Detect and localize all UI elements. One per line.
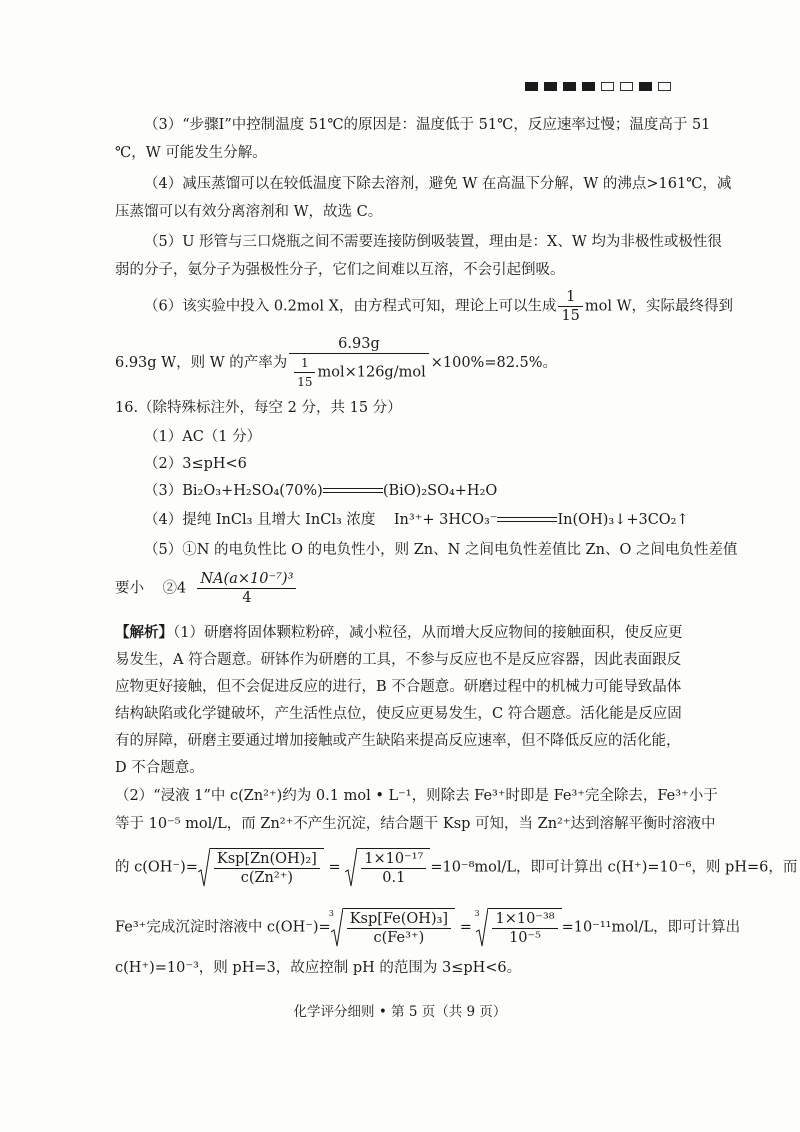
header-mark <box>525 82 538 91</box>
analysis-line2: 易发生，A 符合题意。研钵作为研磨的工具，不参与反应也不是反应容器，因此表面跟反 <box>115 652 682 668</box>
q16-answer-5-line2: 要小 ②4 $\frac{\text{NA(a×10⁻⁷)³}}{4}$ <box>115 570 298 607</box>
q15-p5-line2: 弱的分子，氨分子为强极性分子，它们之间难以互溶，不会引起倒吸。 <box>115 262 565 278</box>
yield-fraction: 6.93g $\frac{1}{15}$ mol×126g/mol <box>289 335 429 391</box>
equals-sign <box>497 516 557 524</box>
header-marks <box>525 82 671 91</box>
analysis-line11: c(H⁺)=10⁻³，则 pH=3，故应控制 pH 的范围为 3≤pH<6。 <box>115 960 522 976</box>
equals-sign <box>323 487 383 495</box>
q15-p5-line1: （5）U 形管与三口烧瓶之间不需要连接防倒吸装置，理由是：X、W 均为非极性或极性很 <box>144 234 722 250</box>
q16-answer-3: （3）Bi₂O₃+H₂SO₄(70%) (BiO)₂SO₄+H₂O <box>144 483 498 499</box>
q15-p3-line1: （3）“步骤Ⅰ”中控制温度 51℃的原因是：温度低于 51℃，反应速率过慢；温度高于 51 <box>144 117 711 133</box>
page-footer: 化学评分细则 • 第 5 页（共 9 页） <box>293 1004 507 1020</box>
analysis-line6: D 不合题意。 <box>115 760 204 776</box>
q15-p3-line2: ℃，W 可能发生分解。 <box>115 145 267 161</box>
sqrt: $\frac{\text{1×10⁻¹⁷}}{0.1}$ <box>345 848 430 887</box>
q16-answer-2: （2）3≤pH<6 <box>144 456 247 472</box>
analysis-line7: （2）“浸液 1”中 c(Zn²⁺)约为 0.1 mol • L⁻¹，则除去 Fe³⁺时即是 Fe³⁺完全除去，Fe³⁺小于 <box>115 788 718 804</box>
header-mark <box>544 82 557 91</box>
analysis-line5: 有的屏障，研磨主要通过增加接触或产生缺陷来提高反应速率，但不降低反应的活化能， <box>115 733 681 749</box>
header-mark <box>658 82 671 91</box>
q16-header: 16.（除特殊标注外，每空 2 分，共 15 分） <box>115 400 402 416</box>
header-mark <box>601 82 614 91</box>
analysis-line4: 结构缺陷或化学键破坏，产生活性点位，使反应更易发生，C 符合题意。活化能是反应固 <box>115 706 682 722</box>
q16-answer-1: （1）AC（1 分） <box>144 429 262 445</box>
density-fraction: $\frac{\text{NA(a×10⁻⁷)³}}{4}$ <box>197 570 296 607</box>
cube-root: 3 $\frac{\text{1×10⁻³⁸}}{\text{10⁻⁵}}$ <box>476 908 561 947</box>
q16-answer-4: （4）提纯 InCl₃ 且增大 InCl₃ 浓度 In³⁺+ 3HCO₃⁻ In(OH)₃↓+3CO₂↑ <box>144 512 689 528</box>
cube-root: 3 $\frac{\text{Ksp[Fe(OH)₃]}}{\text{c(Fe³⁺)}}$ <box>331 908 455 947</box>
q15-p6-line2: 6.93g W，则 W 的产率为 6.93g $\frac{1}{15}$ mol×126g/mol ×100%=82.5%。 <box>115 336 558 389</box>
analysis-line3: 应物更好接触，但不会促进反应的进行，B 不合题意。研磨过程中的机械力可能导致晶体 <box>115 679 682 695</box>
analysis-line8: 等于 10⁻⁵ mol/L，而 Zn²⁺不产生沉淀，结合题干 Ksp 可知，当 Zn²⁺达到溶解平衡时溶液中 <box>115 816 716 832</box>
header-mark <box>563 82 576 91</box>
q15-p4-line2: 压蒸馏可以有效分离溶剂和 W，故选 C。 <box>115 204 383 220</box>
analysis-line9: 的 c(OH⁻)= $\frac{\text{Ksp[Zn(OH)₂]}}{\text{c(Zn²⁺)}}$ = $\frac{\text{1×10⁻¹⁷}}{0.1}$ =10⁻⁸mol/L，即可计算出 c(H⁺)=10⁻⁶，则 pH=6，而 <box>115 848 797 887</box>
fraction: $\frac{1}{15}$ <box>558 288 582 325</box>
header-mark <box>582 82 595 91</box>
q15-p6-line1: （6）该实验中投入 0.2mol X，由方程式可知，理论上可以生成 $\frac{1}{15}$ mol W，实际最终得到 <box>144 289 734 324</box>
analysis-line1: 【解析】（1）研磨将固体颗粒粉碎，减小粒径，从而增大反应物间的接触面积，使反应更 <box>115 624 683 641</box>
header-mark <box>639 82 652 91</box>
sqrt: $\frac{\text{Ksp[Zn(OH)₂]}}{\text{c(Zn²⁺)}}$ <box>198 848 324 887</box>
q15-p4-line1: （4）减压蒸馏可以在较低温度下除去溶剂，避免 W 在高温下分解，W 的沸点>161℃，减 <box>144 176 732 192</box>
q16-answer-5-line1: （5）①N 的电负性比 O 的电负性小，则 Zn、N 之间电负性差值比 Zn、O 之间电负性差值 <box>144 542 738 558</box>
analysis-line10: Fe³⁺完成沉淀时溶液中 c(OH⁻)= 3 $\frac{\text{Ksp[Fe(OH)₃]}}{\text{c(Fe³⁺)}}$ = 3 $\frac{\text{1×10⁻³⁸}}{\text{10⁻⁵}}$ =10⁻¹¹mol/L，即可计算出 <box>115 909 741 946</box>
header-mark <box>620 82 633 91</box>
